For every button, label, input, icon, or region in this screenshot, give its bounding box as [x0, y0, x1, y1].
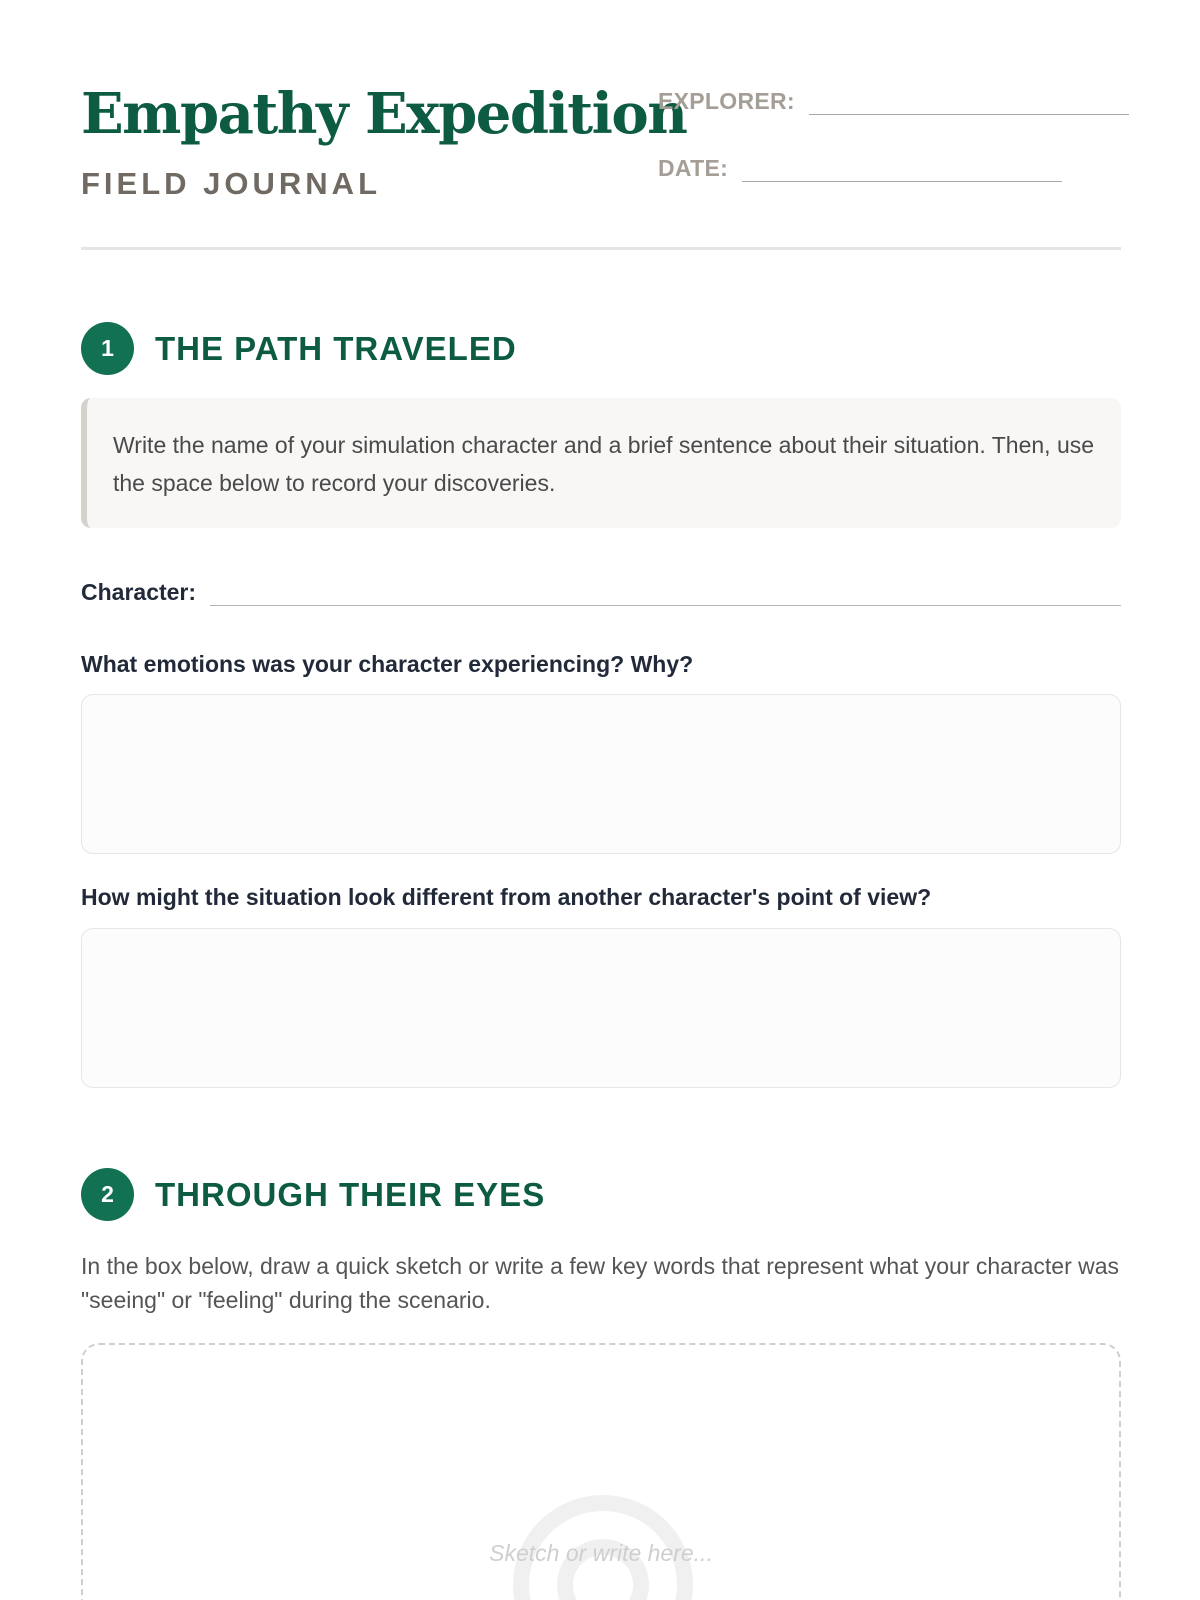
section-1-heading: [81, 322, 517, 375]
section-1-number-badge: 1: [81, 322, 134, 375]
header-divider: [81, 247, 1121, 250]
character-label: Character:: [81, 579, 197, 605]
page-subtitle: FIELD JOURNAL: [81, 166, 381, 201]
section-2-number-badge: 2: [81, 1168, 134, 1221]
explorer-input-line[interactable]: [809, 93, 1129, 115]
answer-box-other-pov[interactable]: [81, 928, 1121, 1088]
character-input-line[interactable]: [210, 572, 1121, 606]
date-label: DATE:: [658, 155, 729, 181]
sketch-placeholder: Sketch or write here...: [489, 1540, 713, 1566]
journal-header: [81, 80, 1121, 250]
explorer-field[interactable]: [658, 88, 1129, 115]
date-input-line[interactable]: [742, 160, 1062, 182]
date-field[interactable]: [658, 155, 1062, 182]
character-field[interactable]: [81, 572, 1121, 606]
section-1-title: THE PATH TRAVELED: [155, 329, 517, 367]
section-2-title: THROUGH THEIR EYES: [155, 1175, 546, 1213]
question-emotions: What emotions was your character experiencing? Why?: [81, 651, 694, 677]
page-title: Empathy Expedition: [81, 81, 687, 147]
section-2-heading: [81, 1168, 545, 1221]
question-other-pov: How might the situation look different from another character's point of view?: [81, 884, 932, 910]
sketch-area[interactable]: [81, 1343, 1121, 1600]
section-2-instruction: In the box below, draw a quick sketch or write a few key words that represent what your character was "seeing" or "feeling" during the scenario.: [81, 1253, 1120, 1313]
answer-box-emotions[interactable]: [81, 694, 1121, 854]
explorer-label: EXPLORER:: [658, 88, 795, 114]
section-1-instruction-callout: Write the name of your simulation character and a brief sentence about their situation. Then, use the space below to record your discoveries.: [81, 398, 1121, 528]
